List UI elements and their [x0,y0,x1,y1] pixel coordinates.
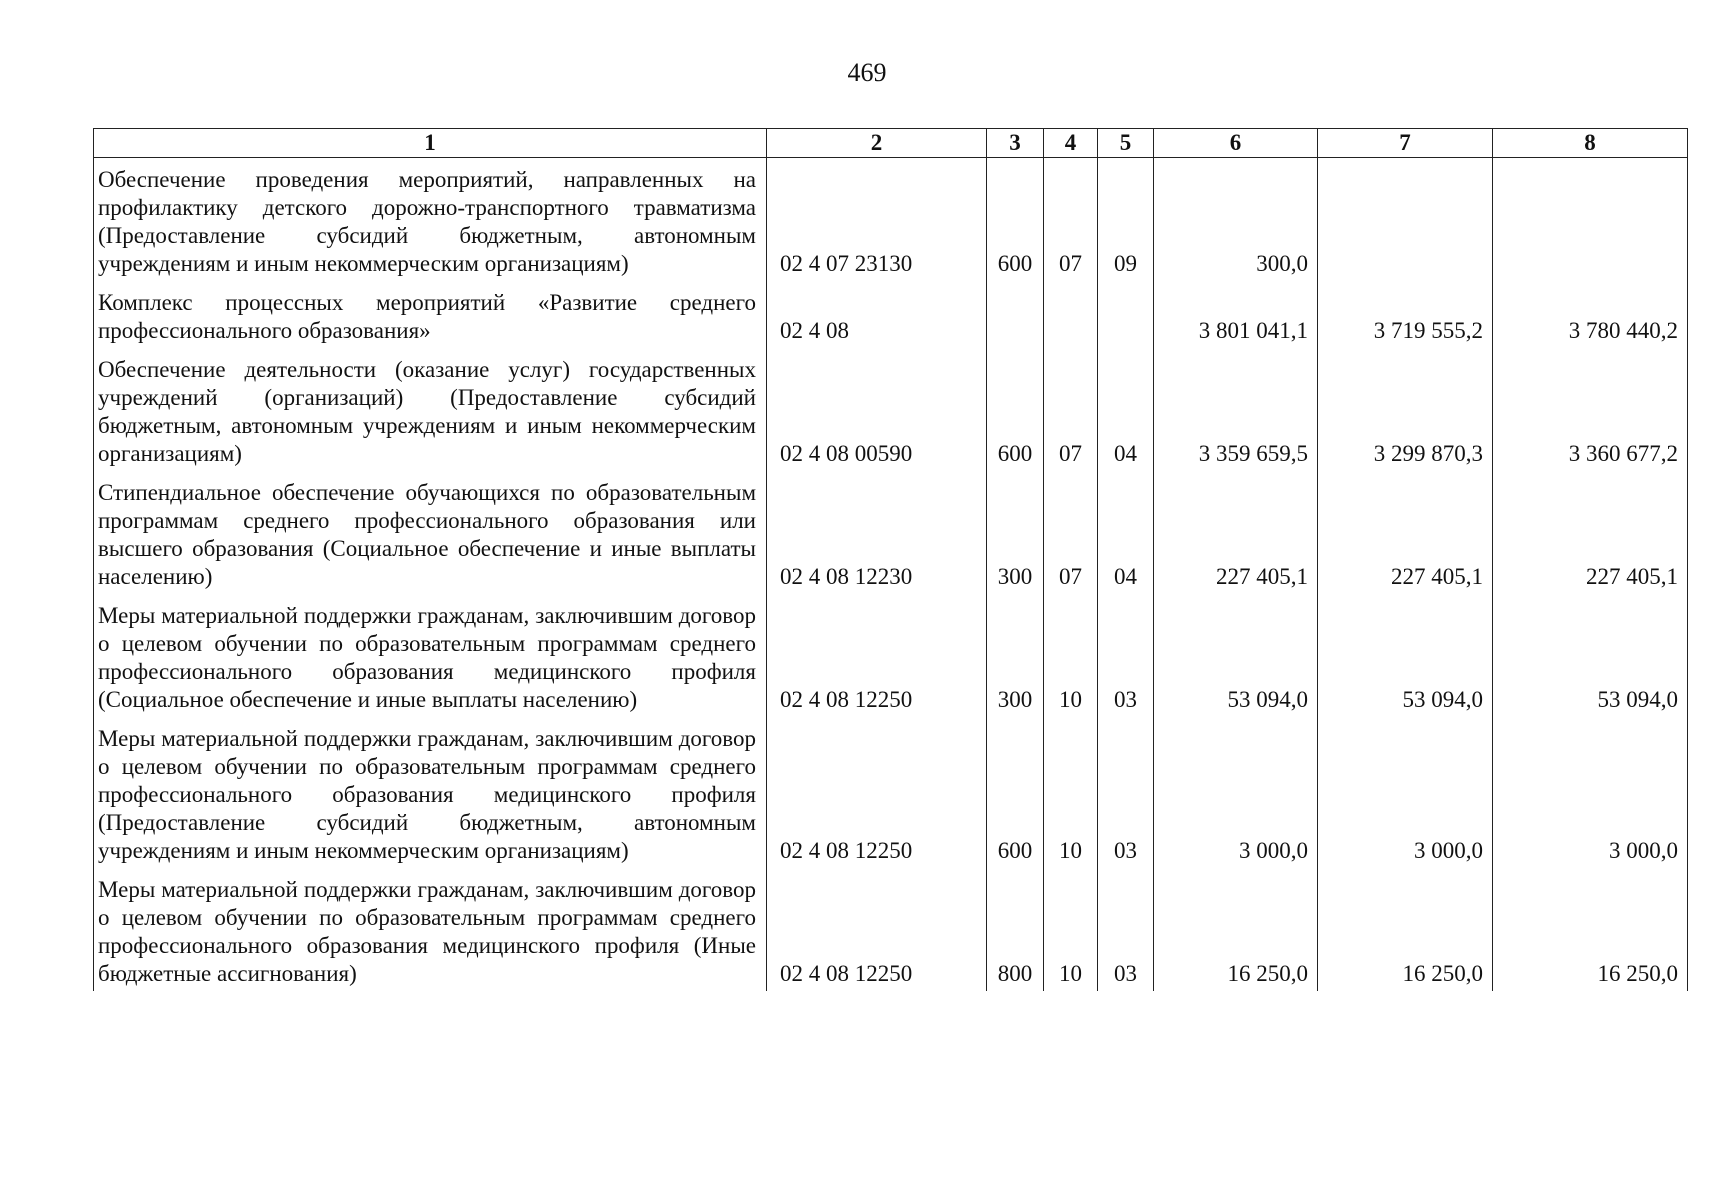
row-col8-cell: 3 780 440,2 [1493,281,1688,348]
table-row [94,281,1688,348]
row-col5-cell: 03 [1098,868,1154,991]
row-col7-cell: 53 094,0 [1318,594,1493,717]
row-col7-cell: 3 000,0 [1318,717,1493,868]
row-col8-cell: 53 094,0 [1493,594,1688,717]
header-col-3: 3 [987,129,1044,158]
row-col5-cell: 04 [1098,471,1154,594]
row-col8-cell: 227 405,1 [1493,471,1688,594]
row-code-cell: 02 4 08 12250 [767,717,987,868]
header-col-4: 4 [1044,129,1098,158]
table-header-row [94,129,1688,158]
row-col4-cell: 10 [1044,717,1098,868]
header-col-6: 6 [1154,129,1318,158]
row-col7-cell: 3 719 555,2 [1318,281,1493,348]
row-name-cell: Меры материальной поддержки гражданам, заключившим договор о целевом обучении по образовательным программам среднего профессионального образования медицинского профиля (Иные бюджетные ассигнования) [94,868,767,991]
row-name-cell: Обеспечение деятельности (оказание услуг) государственных учреждений (организаций) (Предоставление субсидий бюджетным, автономным учреждениям и иным некоммерческим организациям) [94,348,767,471]
row-code-cell: 02 4 07 23130 [767,158,987,282]
row-name-cell: Стипендиальное обеспечение обучающихся по образовательным программам среднего профессионального образования или высшего образования (Социальное обеспечение и иные выплаты населению) [94,471,767,594]
row-col7-cell: 16 250,0 [1318,868,1493,991]
row-code-cell: 02 4 08 12230 [767,471,987,594]
row-col3-cell: 300 [987,594,1044,717]
row-name-cell: Комплекс процессных мероприятий «Развитие среднего профессионального образования» [94,281,767,348]
header-col-2: 2 [767,129,987,158]
row-code-cell: 02 4 08 [767,281,987,348]
row-col6-cell: 300,0 [1154,158,1318,282]
row-code-cell: 02 4 08 12250 [767,868,987,991]
row-col8-cell [1493,158,1688,282]
row-col4-cell: 07 [1044,471,1098,594]
row-col3-cell: 600 [987,348,1044,471]
row-col7-cell: 227 405,1 [1318,471,1493,594]
row-col4-cell [1044,281,1098,348]
row-col8-cell: 16 250,0 [1493,868,1688,991]
row-col3-cell: 600 [987,158,1044,282]
row-col3-cell: 800 [987,868,1044,991]
header-col-7: 7 [1318,129,1493,158]
row-col3-cell: 300 [987,471,1044,594]
row-col3-cell [987,281,1044,348]
row-col5-cell: 03 [1098,594,1154,717]
row-col3-cell: 600 [987,717,1044,868]
row-col6-cell: 16 250,0 [1154,868,1318,991]
row-name-cell: Меры материальной поддержки гражданам, заключившим договор о целевом обучении по образовательным программам среднего профессионального образования медицинского профиля (Предоставление субсидий бюджетным, автономным учреждениям и иным некоммерческим организациям) [94,717,767,868]
row-col5-cell: 04 [1098,348,1154,471]
table-row [94,717,1688,868]
row-col5-cell: 03 [1098,717,1154,868]
row-col8-cell: 3 360 677,2 [1493,348,1688,471]
row-col4-cell: 10 [1044,868,1098,991]
row-col5-cell: 09 [1098,158,1154,282]
row-col4-cell: 07 [1044,348,1098,471]
row-col6-cell: 227 405,1 [1154,471,1318,594]
row-code-cell: 02 4 08 00590 [767,348,987,471]
row-col6-cell: 53 094,0 [1154,594,1318,717]
table-row [94,471,1688,594]
table-row [94,868,1688,991]
row-name-cell: Обеспечение проведения мероприятий, направленных на профилактику детского дорожно-транспортного травматизма (Предоставление субсидий бюджетным, автономным учреждениям и иным некоммерческим организациям) [94,158,767,282]
page-number: 469 [847,58,887,87]
row-col4-cell: 07 [1044,158,1098,282]
header-col-8: 8 [1493,129,1688,158]
row-col6-cell: 3 359 659,5 [1154,348,1318,471]
row-col5-cell [1098,281,1154,348]
budget-table [93,128,1688,991]
table-row [94,348,1688,471]
row-col8-cell: 3 000,0 [1493,717,1688,868]
table-row [94,158,1688,282]
row-col4-cell: 10 [1044,594,1098,717]
row-code-cell: 02 4 08 12250 [767,594,987,717]
row-col6-cell: 3 801 041,1 [1154,281,1318,348]
row-name-cell: Меры материальной поддержки гражданам, заключившим договор о целевом обучении по образовательным программам среднего профессионального образования медицинского профиля (Социальное обеспечение и иные выплаты населению) [94,594,767,717]
row-col6-cell: 3 000,0 [1154,717,1318,868]
header-col-5: 5 [1098,129,1154,158]
row-col7-cell: 3 299 870,3 [1318,348,1493,471]
header-col-1: 1 [94,129,767,158]
row-col7-cell [1318,158,1493,282]
table-row [94,594,1688,717]
